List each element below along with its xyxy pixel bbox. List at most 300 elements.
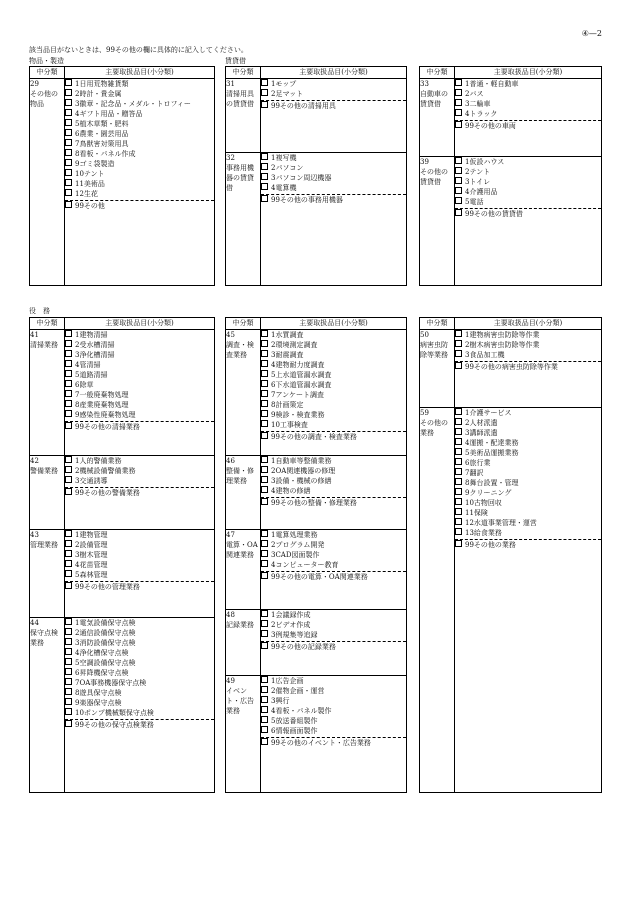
other-item-label: 99その他の保守点検業務	[75, 721, 154, 729]
item-row	[455, 418, 601, 428]
category-block	[226, 456, 407, 530]
item-checkbox[interactable]	[65, 658, 72, 665]
item-checkbox[interactable]	[261, 706, 268, 713]
category-name: 事務用機器の賃貸借	[226, 164, 254, 192]
other-item-row	[261, 641, 406, 652]
item-checkbox[interactable]	[65, 638, 72, 645]
item-label: 1建物病害虫防除等作業	[465, 331, 540, 339]
item-label: 9感染性廃棄物処理	[75, 411, 136, 419]
item-row	[261, 716, 406, 726]
other-item-label: 99その他の整備・修理業務	[271, 499, 357, 507]
item-row	[65, 380, 214, 390]
item-row	[261, 466, 406, 476]
other-item-label: 99その他の電算・OA関連業務	[271, 573, 368, 581]
item-label: 11保険	[465, 509, 488, 517]
item-label: 6昇降機保守点検	[75, 669, 129, 677]
header-items: 主要取扱品目(小分類)	[455, 318, 602, 330]
item-label: 4介護用品	[465, 188, 498, 196]
item-row	[261, 686, 406, 696]
item-checkbox[interactable]	[455, 418, 462, 425]
item-row	[261, 410, 406, 420]
item-label: 10古物回収	[465, 499, 502, 507]
category-block	[226, 530, 407, 610]
item-row	[455, 89, 601, 99]
item-checkbox[interactable]	[455, 350, 462, 357]
item-row	[65, 189, 214, 199]
other-item-checkbox[interactable]	[455, 209, 462, 216]
other-item-checkbox[interactable]	[261, 572, 268, 579]
item-checkbox[interactable]	[65, 370, 72, 377]
item-label: 7OA事務機器保守点検	[75, 679, 147, 687]
item-checkbox[interactable]	[261, 163, 268, 170]
category-block	[226, 610, 407, 676]
item-checkbox[interactable]	[65, 129, 72, 136]
category-block	[420, 330, 602, 408]
other-item-label: 99その他の警備業務	[75, 489, 140, 497]
item-row	[261, 173, 406, 183]
item-row	[261, 79, 406, 89]
item-row	[455, 478, 601, 488]
item-row	[455, 157, 601, 167]
other-item-checkbox[interactable]	[261, 195, 268, 202]
section-label-services: 役 務	[29, 307, 50, 315]
category-code: 47	[226, 531, 235, 539]
item-checkbox[interactable]	[455, 99, 462, 106]
item-checkbox[interactable]	[455, 458, 462, 465]
other-item-label: 99その他	[75, 202, 105, 210]
item-checkbox[interactable]	[65, 179, 72, 186]
item-label: 4運搬・配達業務	[465, 439, 519, 447]
item-row	[65, 159, 214, 169]
item-label: 1水質調査	[271, 331, 304, 339]
other-item-checkbox[interactable]	[261, 738, 268, 745]
other-item-label: 99その他の記録業務	[271, 643, 336, 651]
item-label: 4管清掃	[75, 361, 101, 369]
item-label: 1広告企画	[271, 677, 304, 685]
item-row	[455, 197, 601, 207]
item-label: 1仮設ハウス	[465, 158, 505, 166]
header-items: 主要取扱品目(小分類)	[65, 318, 215, 330]
category-block	[30, 530, 215, 618]
item-label: 3興行	[271, 697, 290, 705]
rental-table-office	[225, 66, 407, 286]
category-code: 46	[226, 457, 235, 465]
item-checkbox[interactable]	[65, 570, 72, 577]
item-checkbox[interactable]	[455, 478, 462, 485]
item-checkbox[interactable]	[261, 153, 268, 160]
item-row	[65, 658, 214, 668]
item-label: 5植木草類・肥料	[75, 120, 129, 128]
item-checkbox[interactable]	[261, 610, 268, 617]
other-item-row	[65, 719, 214, 730]
item-row	[65, 149, 214, 159]
header-items: 主要取扱品目(小分類)	[455, 67, 602, 79]
item-label: 9検診・検査業務	[271, 411, 325, 419]
other-item-row	[65, 421, 214, 432]
item-checkbox[interactable]	[261, 173, 268, 180]
category-code: 41	[30, 331, 39, 339]
item-checkbox[interactable]	[455, 177, 462, 184]
category-code: 45	[226, 331, 235, 339]
item-checkbox[interactable]	[455, 468, 462, 475]
item-row	[261, 340, 406, 350]
category-code: 29	[30, 80, 39, 88]
item-checkbox[interactable]	[65, 708, 72, 715]
item-label: 5上水道管漏水調査	[271, 371, 332, 379]
other-item-checkbox[interactable]	[261, 101, 268, 108]
item-label: 5電話	[465, 198, 484, 206]
item-label: 10テント	[75, 170, 105, 178]
other-item-row	[261, 100, 406, 111]
item-checkbox[interactable]	[261, 360, 268, 367]
item-row	[455, 518, 601, 528]
item-label: 2パソコン	[271, 164, 304, 172]
item-label: 6農業・園芸用品	[75, 130, 129, 138]
category-name: 電算・OA関連業務	[226, 541, 258, 559]
item-label: 8産業廃棄物処理	[75, 401, 129, 409]
category-name: 記録業務	[226, 621, 254, 629]
item-label: 12生花	[75, 190, 98, 198]
item-checkbox[interactable]	[65, 400, 72, 407]
item-checkbox[interactable]	[455, 488, 462, 495]
item-checkbox[interactable]	[261, 89, 268, 96]
item-checkbox[interactable]	[455, 167, 462, 174]
item-label: 1人的警備業務	[75, 457, 122, 465]
item-label: 11美術品	[75, 180, 105, 188]
category-name: 清掃業務	[30, 341, 58, 349]
item-label: 1建物管理	[75, 531, 108, 539]
goods-table	[29, 66, 215, 286]
item-checkbox[interactable]	[261, 456, 268, 463]
item-checkbox[interactable]	[261, 370, 268, 377]
item-checkbox[interactable]	[261, 330, 268, 337]
item-row	[261, 456, 406, 466]
item-checkbox[interactable]	[261, 716, 268, 723]
other-item-checkbox[interactable]	[65, 201, 72, 208]
item-row	[261, 706, 406, 716]
item-checkbox[interactable]	[261, 560, 268, 567]
item-checkbox[interactable]	[65, 540, 72, 547]
item-row	[65, 698, 214, 708]
item-label: 2機械設備警備業務	[75, 467, 136, 475]
item-checkbox[interactable]	[65, 350, 72, 357]
other-item-checkbox[interactable]	[455, 540, 462, 547]
item-label: 12水道事業管理・運営	[465, 519, 537, 527]
item-label: 10ポンプ機械類保守点検	[75, 709, 154, 717]
rental-table-vehicle	[419, 66, 602, 286]
item-row	[65, 340, 214, 350]
item-checkbox[interactable]	[261, 686, 268, 693]
item-row	[455, 340, 601, 350]
item-row	[65, 570, 214, 580]
item-checkbox[interactable]	[65, 159, 72, 166]
item-label: 10工事検査	[271, 421, 308, 429]
item-row	[65, 550, 214, 560]
item-label: 4浄化槽保守点検	[75, 649, 129, 657]
item-checkbox[interactable]	[261, 183, 268, 190]
item-row	[261, 530, 406, 540]
other-item-checkbox[interactable]	[65, 422, 72, 429]
category-name: 整備・修理業務	[226, 467, 254, 485]
item-checkbox[interactable]	[455, 157, 462, 164]
header-code: 中分類	[226, 67, 261, 79]
item-row	[261, 330, 406, 340]
item-checkbox[interactable]	[65, 530, 72, 537]
item-checkbox[interactable]	[261, 620, 268, 627]
item-label: 3徽章・記念品・メダル・トロフィー	[75, 100, 191, 108]
item-label: 2足マット	[271, 90, 304, 98]
item-label: 8看板・パネル作成	[75, 150, 136, 158]
item-label: 3CAD図面製作	[271, 551, 320, 559]
item-checkbox[interactable]	[65, 149, 72, 156]
category-block	[420, 408, 602, 793]
other-item-checkbox[interactable]	[261, 642, 268, 649]
item-checkbox[interactable]	[261, 350, 268, 357]
item-checkbox[interactable]	[65, 189, 72, 196]
item-row	[65, 109, 214, 119]
other-item-checkbox[interactable]	[455, 121, 462, 128]
other-item-label: 99その他の調査・検査業務	[271, 433, 357, 441]
item-row	[261, 360, 406, 370]
other-item-row	[455, 208, 601, 219]
item-label: 4建物の修繕	[271, 487, 311, 495]
item-checkbox[interactable]	[65, 456, 72, 463]
item-row	[455, 468, 601, 478]
category-block	[420, 157, 602, 286]
item-label: 4トラック	[465, 110, 498, 118]
category-code: 33	[420, 80, 429, 88]
item-checkbox[interactable]	[261, 410, 268, 417]
item-checkbox[interactable]	[65, 169, 72, 176]
item-row	[261, 696, 406, 706]
header-items: 主要取扱品目(小分類)	[65, 67, 215, 79]
item-label: 6情報画面製作	[271, 727, 318, 735]
item-row	[65, 360, 214, 370]
item-label: 9クリーニング	[465, 489, 512, 497]
item-checkbox[interactable]	[65, 109, 72, 116]
item-row	[261, 400, 406, 410]
category-code: 48	[226, 611, 235, 619]
item-row	[261, 630, 406, 640]
item-checkbox[interactable]	[65, 360, 72, 367]
item-checkbox[interactable]	[261, 550, 268, 557]
item-checkbox[interactable]	[455, 89, 462, 96]
item-checkbox[interactable]	[65, 410, 72, 417]
item-checkbox[interactable]	[65, 340, 72, 347]
other-item-checkbox[interactable]	[261, 432, 268, 439]
item-checkbox[interactable]	[455, 438, 462, 445]
item-row	[455, 99, 601, 109]
item-row	[455, 187, 601, 197]
item-checkbox[interactable]	[455, 528, 462, 535]
item-checkbox[interactable]	[261, 390, 268, 397]
category-block	[30, 79, 215, 286]
item-label: 3二輪車	[465, 100, 491, 108]
item-checkbox[interactable]	[261, 400, 268, 407]
item-label: 5美術品運搬業務	[465, 449, 519, 457]
item-checkbox[interactable]	[65, 476, 72, 483]
item-label: 2催物企画・運営	[271, 687, 325, 695]
item-row	[65, 628, 214, 638]
item-row	[261, 726, 406, 736]
item-row	[65, 410, 214, 420]
header-code: 中分類	[30, 318, 65, 330]
header-items: 主要取扱品目(小分類)	[261, 67, 407, 79]
item-row	[65, 99, 214, 109]
item-row	[261, 420, 406, 430]
category-name: 自動車の賃貸借	[420, 90, 448, 108]
item-label: 1電気設備保守点検	[75, 619, 136, 627]
item-checkbox[interactable]	[261, 79, 268, 86]
other-item-label: 99その他の業務	[465, 541, 516, 549]
item-label: 3設備・機械の修繕	[271, 477, 332, 485]
item-checkbox[interactable]	[455, 79, 462, 86]
item-row	[65, 179, 214, 189]
item-label: 1介護サービス	[465, 409, 512, 417]
item-checkbox[interactable]	[455, 498, 462, 505]
other-item-checkbox[interactable]	[455, 362, 462, 369]
item-checkbox[interactable]	[261, 380, 268, 387]
other-item-row	[455, 120, 601, 131]
other-item-checkbox[interactable]	[261, 498, 268, 505]
category-block	[226, 330, 407, 456]
category-name: 病害虫防除等業務	[420, 341, 448, 359]
category-block	[30, 330, 215, 456]
category-block	[226, 676, 407, 793]
header-code: 中分類	[226, 318, 261, 330]
item-row	[455, 408, 601, 418]
category-code: 39	[420, 158, 429, 166]
item-checkbox[interactable]	[65, 698, 72, 705]
item-label: 6旅行業	[465, 459, 491, 467]
item-label: 1自動車等整備業務	[271, 457, 332, 465]
item-checkbox[interactable]	[261, 530, 268, 537]
item-row	[65, 119, 214, 129]
item-label: 2OA関連機器の修理	[271, 467, 336, 475]
other-item-row	[261, 737, 406, 748]
item-checkbox[interactable]	[65, 89, 72, 96]
item-label: 1建物清掃	[75, 331, 108, 339]
item-label: 2ビデオ作成	[271, 621, 311, 629]
other-item-row	[455, 539, 601, 550]
item-row	[65, 560, 214, 570]
item-checkbox[interactable]	[261, 476, 268, 483]
item-checkbox[interactable]	[65, 99, 72, 106]
item-row	[261, 560, 406, 570]
item-checkbox[interactable]	[455, 187, 462, 194]
category-code: 42	[30, 457, 39, 465]
other-item-label: 99その他の賃貸借	[465, 210, 523, 218]
item-checkbox[interactable]	[261, 630, 268, 637]
other-item-checkbox[interactable]	[65, 488, 72, 495]
item-checkbox[interactable]	[261, 420, 268, 427]
item-checkbox[interactable]	[65, 390, 72, 397]
item-label: 3パソコン周辺機器	[271, 174, 332, 182]
item-checkbox[interactable]	[65, 648, 72, 655]
header-code: 中分類	[30, 67, 65, 79]
instruction-note: 該当品目がないときは、99その他の欄に具体的に記入してください。	[29, 46, 248, 54]
item-checkbox[interactable]	[261, 486, 268, 493]
item-label: 1会議録作成	[271, 611, 311, 619]
other-item-label: 99その他の清掃用具	[271, 102, 336, 110]
other-item-row	[261, 571, 406, 582]
item-label: 2バス	[465, 90, 484, 98]
item-checkbox[interactable]	[65, 330, 72, 337]
item-row	[261, 390, 406, 400]
item-label: 7アンケート調査	[271, 391, 325, 399]
item-label: 5空調設備保守点検	[75, 659, 136, 667]
item-checkbox[interactable]	[65, 688, 72, 695]
item-label: 3トイレ	[465, 178, 491, 186]
item-label: 2時計・貴金属	[75, 90, 122, 98]
category-name: 管理業務	[30, 541, 58, 549]
item-checkbox[interactable]	[455, 109, 462, 116]
item-checkbox[interactable]	[65, 668, 72, 675]
item-checkbox[interactable]	[455, 508, 462, 515]
other-item-checkbox[interactable]	[65, 582, 72, 589]
item-row	[455, 438, 601, 448]
item-checkbox[interactable]	[455, 197, 462, 204]
item-checkbox[interactable]	[65, 380, 72, 387]
other-item-checkbox[interactable]	[65, 720, 72, 727]
item-checkbox[interactable]	[65, 678, 72, 685]
item-checkbox[interactable]	[261, 540, 268, 547]
item-checkbox[interactable]	[261, 340, 268, 347]
item-row	[455, 498, 601, 508]
item-checkbox[interactable]	[261, 466, 268, 473]
item-checkbox[interactable]	[65, 628, 72, 635]
item-checkbox[interactable]	[65, 119, 72, 126]
item-checkbox[interactable]	[65, 466, 72, 473]
item-row	[65, 466, 214, 476]
item-row	[261, 486, 406, 496]
item-checkbox[interactable]	[455, 330, 462, 337]
item-checkbox[interactable]	[261, 696, 268, 703]
item-checkbox[interactable]	[455, 408, 462, 415]
item-label: 2通信設備保守点検	[75, 629, 136, 637]
item-label: 1電算処理業務	[271, 531, 318, 539]
item-checkbox[interactable]	[455, 518, 462, 525]
item-checkbox[interactable]	[65, 79, 72, 86]
item-checkbox[interactable]	[455, 448, 462, 455]
item-label: 5放送番組製作	[271, 717, 318, 725]
item-checkbox[interactable]	[455, 428, 462, 435]
item-label: 3耐震調査	[271, 351, 304, 359]
item-label: 4看板・パネル製作	[271, 707, 332, 715]
item-label: 1普通・軽自動車	[465, 80, 519, 88]
item-label: 9ゴミ袋製造	[75, 160, 115, 168]
item-checkbox[interactable]	[65, 618, 72, 625]
item-row	[65, 648, 214, 658]
other-item-row	[65, 581, 214, 592]
category-code: 50	[420, 331, 429, 339]
item-label: 2設備管理	[75, 541, 108, 549]
item-label: 2テント	[465, 168, 491, 176]
other-item-row	[65, 487, 214, 498]
header-code: 中分類	[420, 67, 455, 79]
item-checkbox[interactable]	[65, 560, 72, 567]
category-block	[30, 618, 215, 793]
item-checkbox[interactable]	[65, 550, 72, 557]
item-row	[455, 177, 601, 187]
item-checkbox[interactable]	[65, 139, 72, 146]
item-checkbox[interactable]	[455, 340, 462, 347]
item-checkbox[interactable]	[261, 676, 268, 683]
other-item-row	[261, 431, 406, 442]
item-checkbox[interactable]	[261, 726, 268, 733]
item-label: 4建物耐力度調査	[271, 361, 325, 369]
item-label: 1モップ	[271, 80, 297, 88]
